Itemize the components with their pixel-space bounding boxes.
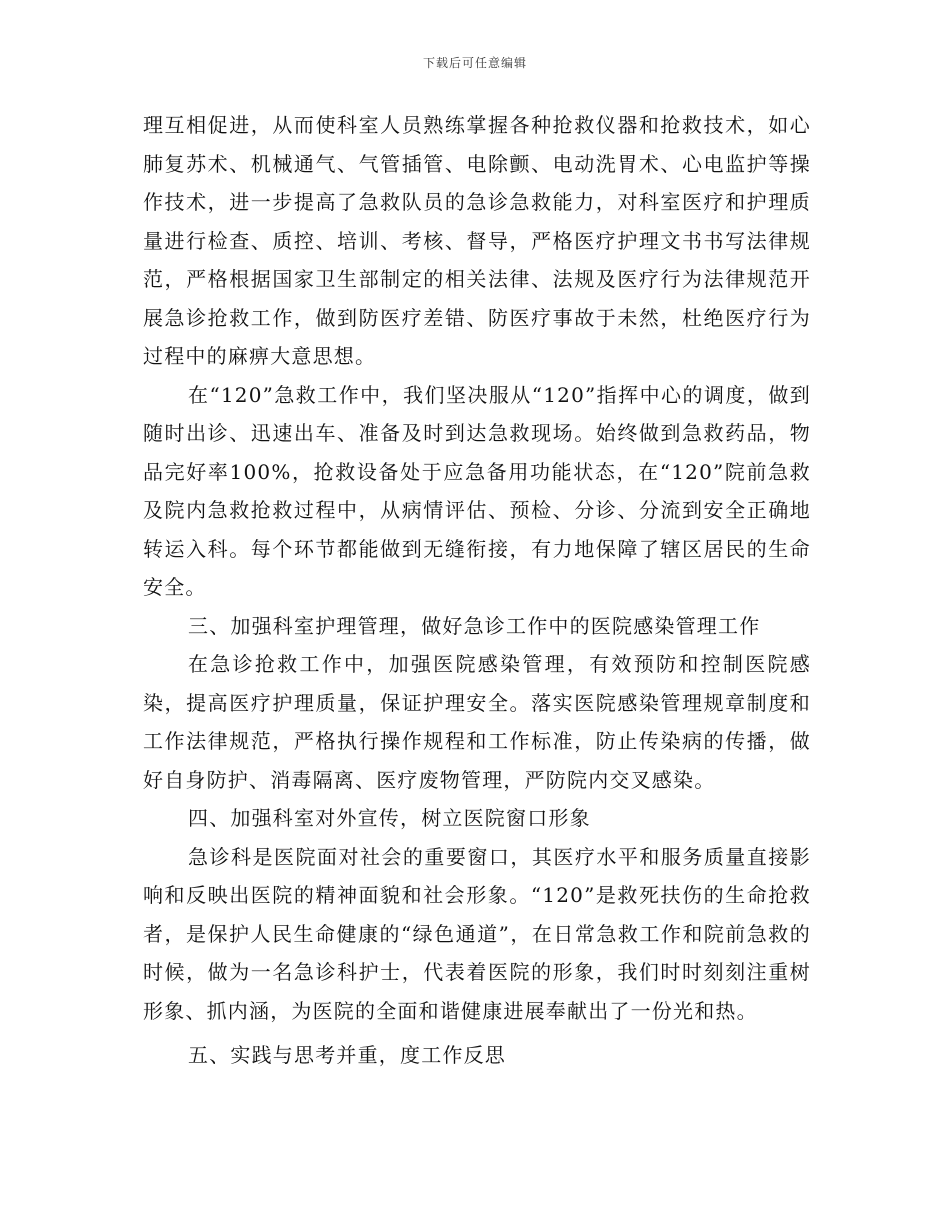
section-heading-4: 四、加强科室对外宣传，树立医院窗口形象 <box>188 806 591 830</box>
paragraph-hospital-image: 急诊科是医院面对社会的重要窗口，其医疗水平和服务质量直接影响和反映出医院的精神面貌和社会形象。“120”是救死扶伤的生命抢救者，是保护人民生命健康的“绿色通道”，在日常急救工作和院前急救的时候，做为一名急诊科护士，代表着医院的形象，我们时时刻刻注重树形象、抓内涵，为医院的全面和谐健康进展奉献出了一份光和热。 <box>143 844 811 1023</box>
paragraph-infection-control: 在急诊抢救工作中，加强医院感染管理，有效预防和控制医院感染，提高医疗护理质量，保证护理安全。落实医院感染管理规章制度和工作法律规范，严格执行操作规程和工作标准，防止传染病的传播，做好自身防护、消毒隔离、医疗废物管理，严防院内交叉感染。 <box>143 652 811 792</box>
paragraph-continuation: 理互相促进，从而使科室人员熟练掌握各种抢救仪器和抢救技术，如心肺复苏术、机械通气、气管插管、电除颤、电动洗胃术、心电监护等操作技术，进一步提高了急救队员的急诊急救能力，对科室医疗和护理质量进行检查、质控、培训、考核、督导，严格医疗护理文书书写法律规范，严格根据国家卫生部制定的相关法律、法规及医疗行为法律规范开展急诊抢救工作，做到防医疗差错、防医疗事故于未然，杜绝医疗行为过程中的麻痹大意思想。 <box>143 113 811 368</box>
section-heading-5: 五、实践与思考并重，度工作反思 <box>188 1043 506 1067</box>
paragraph-120-emergency: 在“120”急救工作中，我们坚决服从“120”指挥中心的调度，做到随时出诊、迅速出车、准备及时到达急救现场。始终做到急救药品，物品完好率100%，抢救设备处于应急备用功能状态，在“120”院前急救及院内急救抢救过程中，从病情评估、预检、分诊、分流到安全正确地转运入科。每个环节都能做到无缝衔接，有力地保障了辖区居民的生命安全。 <box>143 382 811 599</box>
page-header: 下载后可任意编辑 <box>422 56 527 70</box>
section-heading-3: 三、加强科室护理管理，做好急诊工作中的医院感染管理工作 <box>188 613 761 638</box>
document-body <box>143 106 811 1075</box>
